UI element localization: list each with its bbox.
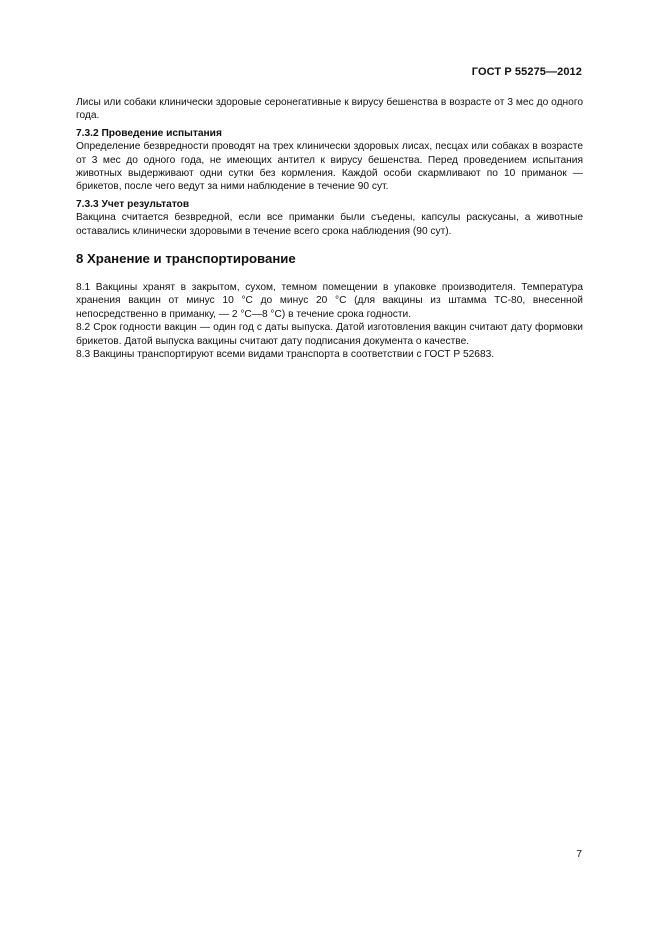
intro-paragraph: Лисы или собаки клинически здоровые серонегативные к вирусу бешенства в возрасте от 3 мес до одного года. bbox=[76, 97, 583, 122]
paragraph-7-3-3: Вакцина считается безвредной, если все приманки были съедены, капсулы раскусаны, а животные оставались клинически здоровыми в течение всего срока наблюдения (90 сут). bbox=[76, 212, 583, 237]
heading-7-3-2: 7.3.2 Проведение испытания bbox=[76, 127, 222, 139]
paragraph-8-1: 8.1 Вакцины хранят в закрытом, сухом, темном помещении в упаковке производителя. Температура хранения вакцин от минус 10 °С до минус 20 °С (для вакцины из штамма ТС-80, внесенной непосредственно в приманку, — 2 °С—8 °С) в течение срока годности. bbox=[76, 282, 583, 320]
document-id: ГОСТ Р 55275—2012 bbox=[471, 66, 582, 78]
paragraph-8-3: 8.3 Вакцины транспортируют всеми видами транспорта в соответствии с ГОСТ Р 52683. bbox=[76, 349, 495, 361]
paragraph-8-2: 8.2 Срок годности вакцин — один год с даты выпуска. Датой изготовления вакцин считают дату формовки брикетов. Датой выпуска вакцины считают дату подписания документа о качестве. bbox=[76, 322, 583, 347]
heading-7-3-3: 7.3.3 Учет результатов bbox=[76, 198, 190, 210]
heading-section-8: 8 Хранение и транспортирование bbox=[76, 251, 296, 267]
page-number: 7 bbox=[576, 849, 582, 860]
paragraph-7-3-2: Определение безвредности проводят на трех клинически здоровых лисах, песцах или собаках в возрасте от 3 мес до одного года, не имеющих антител к вирусу бешенства. Перед проведением испытания животных выдерживают одни сутки без кормления. Каждой особи скармливают по 10 приманок — брикетов, после чего ведут за ними наблюдение в течение 90 сут. bbox=[76, 141, 583, 193]
document-body bbox=[76, 96, 583, 362]
